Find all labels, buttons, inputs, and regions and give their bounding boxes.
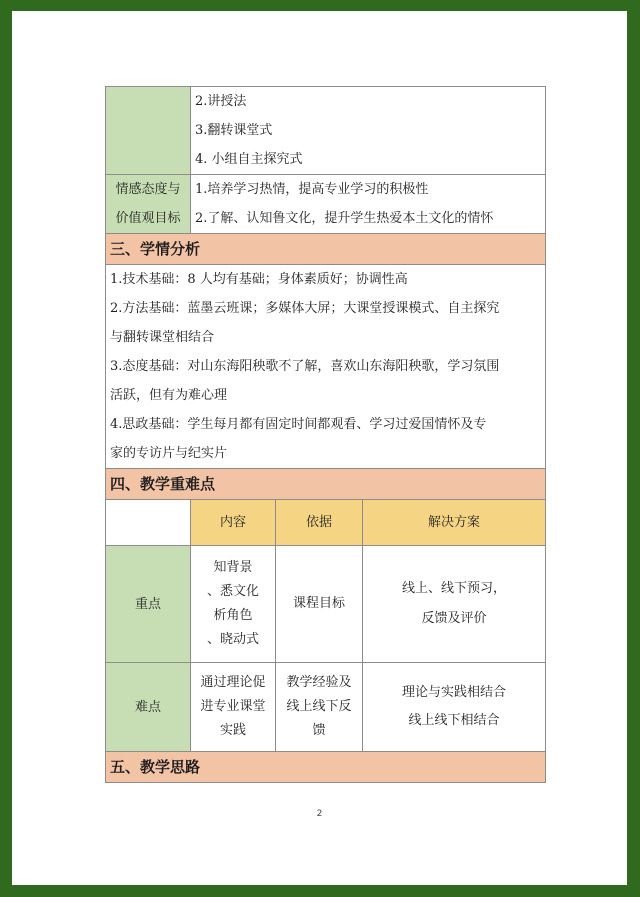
method-line-3: 3.翻转课堂式: [195, 123, 273, 138]
difficult-point-solution-line-2: 线上线下相结合: [408, 713, 500, 728]
key-point-solution-line-2: 反馈及评价: [421, 611, 487, 626]
analysis-line-4: 3.态度基础：对山东海阳秧歌不了解，喜欢山东海阳秧歌，学习氛围: [110, 359, 500, 374]
emotion-label-cell: [106, 175, 191, 234]
method-line-4: 4. 小组自主探究式: [195, 152, 303, 167]
key-point-content-line-1: 知背景: [213, 560, 253, 575]
section5-table: [105, 751, 546, 783]
difficult-point-label: 难点: [106, 663, 191, 752]
key-points-table: [105, 499, 546, 752]
key-point-basis: [276, 546, 363, 663]
emotion-row: [106, 175, 546, 234]
key-point-label: 重点: [106, 546, 191, 663]
header-blank-cell: [106, 500, 191, 546]
method-line-2: 2.讲授法: [195, 94, 247, 109]
key-point-content-line-4: 、晓动式: [206, 632, 259, 647]
section5-title: 五、教学思路: [106, 752, 546, 783]
emotion-line-2: 2.了解、认知鲁文化，提升学生热爱本土文化的情怀: [195, 211, 494, 226]
difficult-point-solution: [363, 663, 546, 752]
emotion-label-line-1: 情感态度与: [115, 182, 181, 197]
difficult-point-basis-line-3: 馈: [312, 723, 326, 738]
section3-table: [105, 233, 546, 500]
analysis-line-5: 活跃，但有为难心理: [110, 388, 228, 403]
analysis-line-3: 与翻转课堂相结合: [110, 330, 215, 345]
analysis-line-2: 2.方法基础：蓝墨云班课；多媒体大屏；大课堂授课模式、自主探究: [110, 301, 500, 316]
emotion-label-line-2: 价值观目标: [115, 211, 181, 226]
key-point-solution-line-1: 线上、线下预习，: [401, 581, 506, 596]
emotion-line-1: 1.培养学习热情，提高专业学习的积极性: [195, 182, 429, 197]
objectives-table: [105, 86, 546, 234]
difficult-point-content-line-1: 通过理论促: [200, 675, 266, 690]
key-point-basis-line-1: 课程目标: [292, 596, 345, 611]
difficult-point-basis: [276, 663, 363, 752]
methods-content-cell: [191, 87, 546, 175]
analysis-line-6: 4.思政基础：学生每月都有固定时间都观看、学习过爱国情怀及专: [110, 417, 487, 432]
difficult-point-basis-line-1: 教学经验及: [286, 675, 352, 690]
methods-label-cell: [106, 87, 191, 175]
lesson-plan-table-area: [105, 86, 546, 783]
key-points-header-row: [106, 500, 546, 546]
section5-header-row: [106, 752, 546, 783]
header-solution: 解决方案: [363, 500, 546, 546]
key-point-content-line-3: 析角色: [213, 608, 253, 623]
header-content: 内容: [191, 500, 276, 546]
section3-header-row: [106, 234, 546, 265]
difficult-point-content-line-3: 实践: [219, 723, 246, 738]
document-page: [12, 11, 627, 885]
emotion-content-cell: [191, 175, 546, 234]
key-point-row: [106, 546, 546, 663]
section3-body-row: [106, 265, 546, 469]
key-point-solution: [363, 546, 546, 663]
difficult-point-basis-line-2: 线上线下反: [286, 699, 352, 714]
key-point-content-line-2: 、悉文化: [206, 584, 259, 599]
difficult-point-content: [191, 663, 276, 752]
analysis-line-1: 1.技术基础：8 人均有基础；身体素质好；协调性高: [110, 272, 408, 287]
section3-body: [106, 265, 546, 469]
analysis-line-7: 家的专访片与纪实片: [110, 446, 228, 461]
difficult-point-content-line-2: 进专业课堂: [200, 699, 266, 714]
section4-title: 四、教学重难点: [106, 469, 546, 500]
header-basis: 依据: [276, 500, 363, 546]
key-point-content: [191, 546, 276, 663]
methods-row: [106, 87, 546, 175]
page-number: 2: [316, 809, 323, 819]
difficult-point-row: [106, 663, 546, 752]
section3-title: 三、学情分析: [106, 234, 546, 265]
difficult-point-solution-line-1: 理论与实践相结合: [401, 685, 506, 700]
section4-header-row: [106, 469, 546, 500]
